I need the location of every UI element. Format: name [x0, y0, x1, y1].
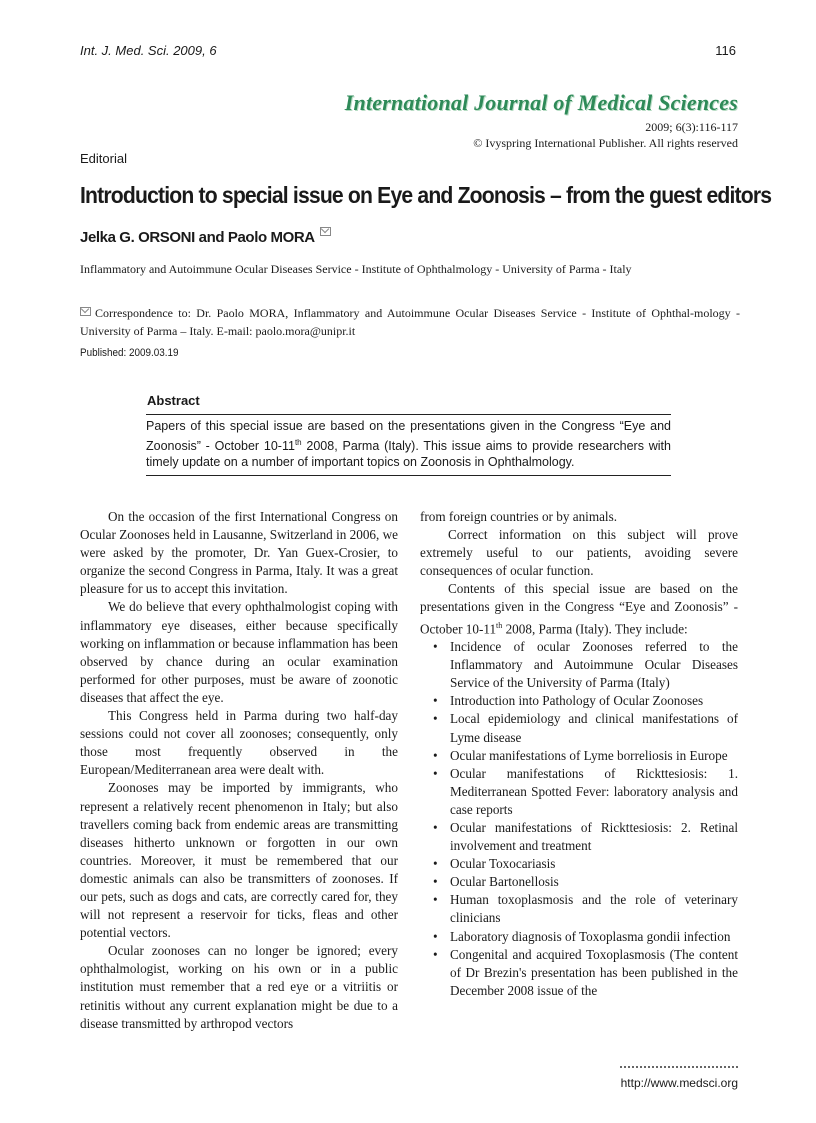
body-paragraph: Correct information on this subject will prove extremely useful to our patients, avoiding severe consequences of ocular function.: [420, 527, 738, 579]
citation-info: 2009; 6(3):116-117: [645, 120, 738, 134]
abstract-text-part2: 2008, Parma (Italy). This issue aims to provide researchers with timely update on a number of important topics on Zoonosis in Ophthalmology.: [146, 438, 671, 470]
body-text-part: Contents of this special issue are based on the presentations given in the Congress “Eye and Zoonosis” - October 10-11: [420, 581, 738, 636]
body-paragraph-continued: from foreign countries or by animals.: [420, 509, 618, 524]
list-item: • Incidence of ocular Zoonoses referred to the Inflammatory and Autoimmune Ocular Diseases Service of the University of Parma (Italy): [450, 638, 738, 692]
envelope-icon[interactable]: [320, 227, 331, 236]
copyright-notice: © Ivyspring International Publisher. All rights reserved: [473, 136, 738, 150]
correspondence-text: Correspondence to: Dr. Paolo MORA, Inflammatory and Autoimmune Ocular Diseases Service - Institute of Ophthal-mology - University of Parma – Italy. E-mail: paolo.mora@unipr.it: [80, 306, 740, 338]
abstract-superscript: th: [294, 437, 302, 447]
body-paragraph: This Congress held in Parma during two half-day sessions could not cover all zoonoses; consequently, only those most frequently observed in the European/Mediterranean area were dealt with.: [80, 708, 398, 778]
abstract-heading: Abstract: [147, 393, 200, 408]
abstract-box: [146, 414, 671, 476]
section-label: Editorial: [80, 151, 127, 166]
list-item: • Human toxoplasmosis and the role of veterinary clinicians: [450, 891, 738, 927]
list-item: • Ocular Bartonellosis: [450, 873, 738, 891]
list-item: • Ocular manifestations of Rickttesiosis: 1. Mediterranean Spotted Fever: laboratory analysis and case reports: [450, 765, 738, 819]
author-line: [80, 227, 331, 246]
body-column-left: [80, 508, 398, 1033]
list-item: • Local epidemiology and clinical manifestations of Lyme disease: [450, 710, 738, 746]
footer-url-link[interactable]: http://www.medsci.org: [620, 1076, 738, 1090]
body-paragraph: Zoonoses may be imported by immigrants, who represent a relatively recent phenomenon in Italy; but also travellers coming back from endemic areas are transmitting diseases hitherto unknown or forgotten in our own countries. Moreover, it must be remembered that our domestic animals can also be transmitters of zoonoses. If our pets, such as dogs and cats, are correctly cared for, they will not represent a reservoir for ticks, fleas and other potential vectors.: [80, 780, 398, 941]
body-column-right: [420, 508, 738, 1000]
abstract-text-part1: Papers of this special issue are based on the presentations given in the Congress “Eye and Zoonosis” - October 10-11: [146, 419, 671, 453]
list-item: • Ocular Toxocariasis: [450, 855, 738, 873]
published-date: Published: 2009.03.19: [80, 347, 179, 359]
list-item: • Laboratory diagnosis of Toxoplasma gondii infection: [450, 928, 738, 946]
list-item: • Introduction into Pathology of Ocular Zoonoses: [450, 692, 738, 710]
body-superscript: th: [496, 620, 503, 630]
envelope-icon: [80, 307, 91, 316]
body-text-part: 2008, Parma (Italy). They include:: [502, 620, 688, 636]
footer-divider: [620, 1066, 738, 1068]
body-paragraph: On the occasion of the first International Congress on Ocular Zoonoses held in Lausanne, Switzerland in 2006, we were asked by the promoter, Dr. Yan Guex-Crosier, to organize the second Congress in Parma, Italy. It was a great pleasure for us to accept this invitation.: [80, 509, 398, 597]
abstract-text: [146, 418, 671, 471]
article-title: Introduction to special issue on Eye and Zoonosis – from the guest editors: [80, 182, 772, 208]
list-item: • Ocular manifestations of Lyme borreliosis in Europe: [450, 747, 738, 765]
topic-list: [420, 638, 738, 1000]
list-item: • Congenital and acquired Toxoplasmosis (The content of Dr Brezin's presentation has been published in the December 2008 issue of the: [450, 946, 738, 1000]
page-number: 116: [715, 43, 736, 58]
correspondence-block: [80, 304, 740, 340]
journal-logo-title: International Journal of Medical Sciences: [344, 90, 738, 115]
body-paragraph: We do believe that every ophthalmologist coping with inflammatory eye diseases, either because specifically working on inflammation or because inflammation has been observed by chance during an ocular examination performed for other purposes, must be aware of zoonotic diseases that affect the eye.: [80, 599, 398, 705]
list-item: • Ocular manifestations of Rickttesiosis: 2. Retinal involvement and treatment: [450, 819, 738, 855]
body-paragraph: [420, 580, 738, 638]
running-head-journal: Int. J. Med. Sci. 2009, 6: [80, 43, 217, 58]
author-names: Jelka G. ORSONI and Paolo MORA: [80, 229, 315, 246]
affiliation: Inflammatory and Autoimmune Ocular Diseases Service - Institute of Ophthalmology - University of Parma - Italy: [80, 262, 632, 276]
body-paragraph: Ocular zoonoses can no longer be ignored; every ophthalmologist, working on his own or in a public institution must remember that a red eye or a vitriitis or retinitis without any current explanation might be due to a disease transmitted by arthropod vectors: [80, 943, 398, 1031]
